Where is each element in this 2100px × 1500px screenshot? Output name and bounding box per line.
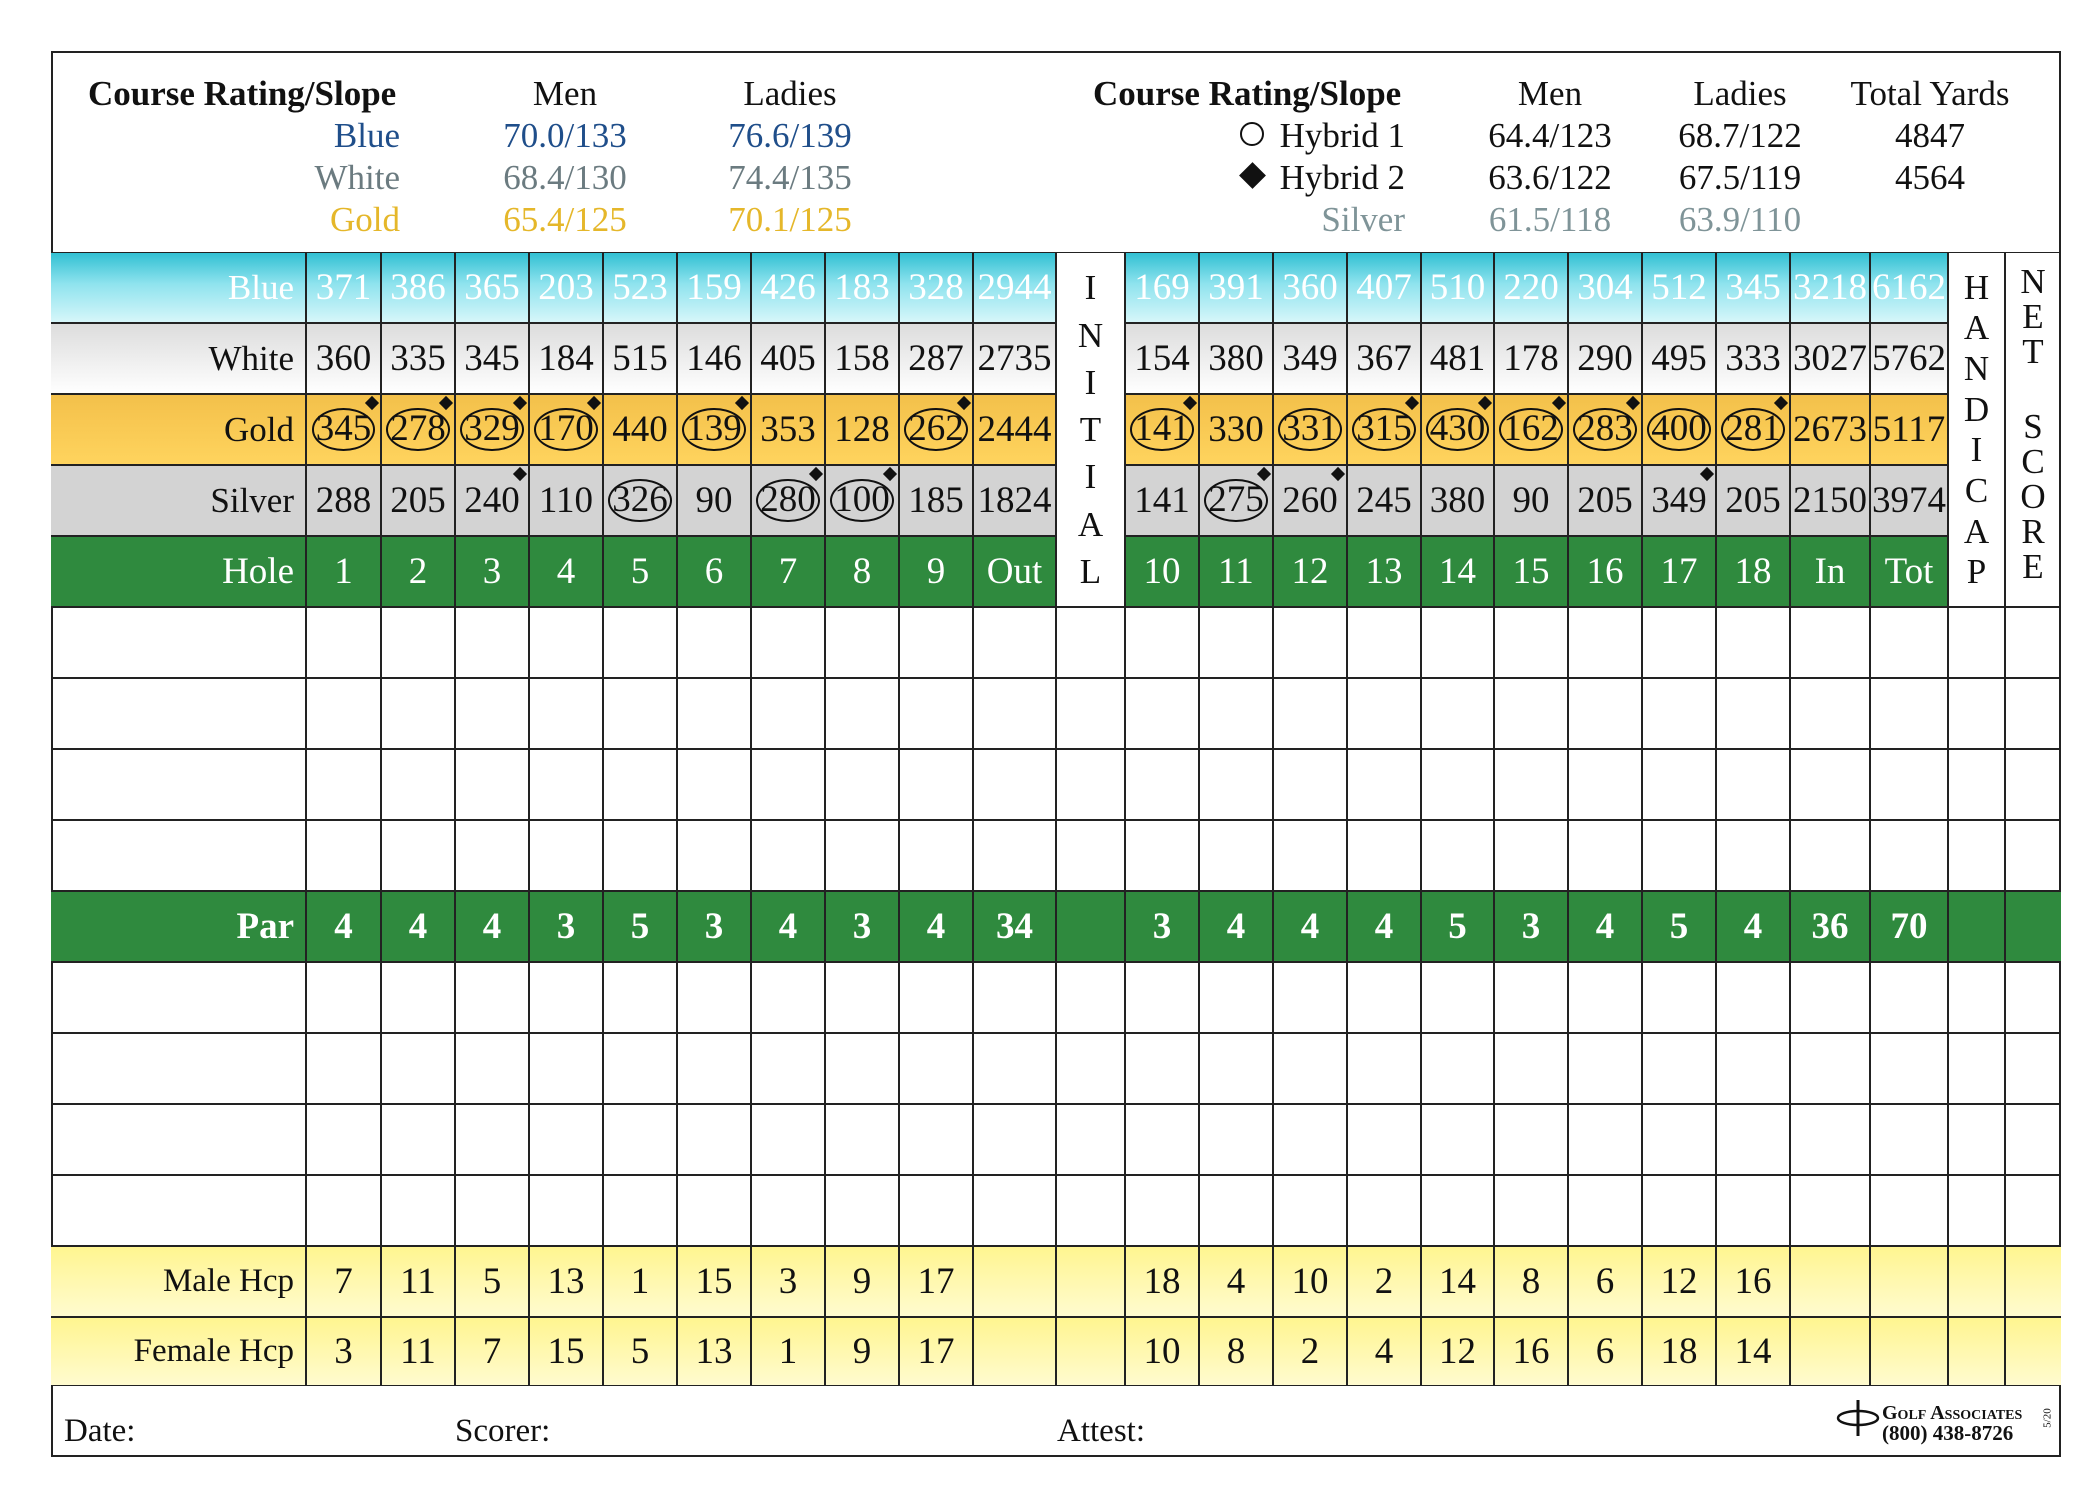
ratings-right-total-label: Total Yards <box>1850 74 2010 113</box>
yardage-value: 169 <box>1134 267 1190 308</box>
yardage-value: 426 <box>760 267 816 308</box>
yardage-value: 523 <box>612 267 668 308</box>
men-rating-silver: 61.5/118 <box>1488 200 1612 239</box>
hole-number: In <box>1814 551 1846 592</box>
ladies-rating-blue: 76.6/139 <box>728 116 852 155</box>
yardage-value: 360 <box>1282 267 1338 308</box>
par-value: 5 <box>630 906 650 947</box>
par-value: 4 <box>482 906 502 947</box>
handicap-label-letter: A <box>1963 511 1990 551</box>
yardage-value: 405 <box>760 338 816 379</box>
female-hcp-value: 15 <box>547 1331 585 1372</box>
yardage-value: 2150 <box>1793 480 1867 521</box>
total-yards-hybrid-1: 4847 <box>1895 116 1965 155</box>
hole-number: 17 <box>1660 551 1698 592</box>
yardage-value: 365 <box>464 267 520 308</box>
circled-yardage: 345 <box>312 408 376 451</box>
men-rating-hybrid-1: 64.4/123 <box>1488 116 1612 155</box>
female-hcp-label: Female Hcp <box>133 1333 294 1369</box>
ratings-right-title: Course Rating/Slope <box>1093 74 1402 113</box>
score-letter: E <box>2022 547 2044 586</box>
hole-number: 4 <box>556 551 576 592</box>
male-hcp-value: 8 <box>1521 1261 1541 1302</box>
yardage-value: 5117 <box>1872 409 1946 450</box>
hole-number: 10 <box>1143 551 1181 592</box>
hole-number: 12 <box>1291 551 1329 592</box>
par-value: 3 <box>556 906 576 947</box>
par-value: 4 <box>1226 906 1246 947</box>
brand-phone: (800) 438-8726 <box>1882 1421 2014 1445</box>
yardage-value: 349 <box>1282 338 1338 379</box>
male-hcp-value: 5 <box>482 1261 502 1302</box>
yardage-value: 205 <box>1577 480 1633 521</box>
male-hcp-value: 7 <box>334 1261 353 1302</box>
male-hcp-value: 11 <box>400 1261 436 1302</box>
yardage-value: 90 <box>695 480 733 521</box>
hole-number: 7 <box>778 551 798 592</box>
yardage-value: 141 <box>1134 480 1190 521</box>
par-value: 4 <box>926 906 946 947</box>
yardage-value: 407 <box>1356 267 1412 308</box>
par-value: 4 <box>408 906 428 947</box>
circled-yardage: 162 <box>1499 408 1563 451</box>
female-hcp-value: 13 <box>695 1331 733 1372</box>
circle-icon <box>1240 122 1264 146</box>
yardage-value: 328 <box>908 267 964 308</box>
yardage-value: 288 <box>315 480 372 521</box>
circled-yardage: 280 <box>756 479 820 522</box>
tee-label-hybrid-2: Hybrid 2 <box>1279 158 1405 197</box>
men-rating-white: 68.4/130 <box>503 158 627 197</box>
circled-yardage: 275 <box>1204 479 1268 522</box>
yardage-value: 386 <box>390 267 446 308</box>
female-hcp-value: 10 <box>1143 1331 1181 1372</box>
yardage-value: 290 <box>1577 338 1633 379</box>
male-hcp-value: 16 <box>1734 1261 1772 1302</box>
hole-number: 5 <box>630 551 650 592</box>
yardage-value: 380 <box>1208 338 1264 379</box>
female-hcp-value: 11 <box>400 1331 436 1372</box>
par-value: 34 <box>996 906 1033 947</box>
initial-label-letter: N <box>1077 315 1104 355</box>
male-hcp-value: 3 <box>778 1261 798 1302</box>
female-hcp-value: 8 <box>1226 1331 1246 1372</box>
par-value: 4 <box>1595 906 1615 947</box>
yardage-value: 349 <box>1651 480 1707 521</box>
par-value: 4 <box>778 906 798 947</box>
initial-label-letter: L <box>1079 551 1102 591</box>
yardage-value: 205 <box>1725 480 1781 521</box>
ratings-left-men-label: Men <box>532 74 598 113</box>
male-hcp-value: 13 <box>547 1261 585 1302</box>
hole-number: 15 <box>1512 551 1550 592</box>
yardage-value: 146 <box>686 338 742 379</box>
circled-yardage: 100 <box>830 479 894 522</box>
yardage-value: 371 <box>315 267 372 308</box>
hole-number: 6 <box>704 551 724 592</box>
yardage-value: 183 <box>834 267 890 308</box>
circled-yardage: 170 <box>534 408 598 451</box>
yardage-value: 184 <box>538 338 594 379</box>
male-hcp-value: 10 <box>1291 1261 1329 1302</box>
initial-label-letter: I <box>1084 268 1097 308</box>
net-letter: T <box>2022 332 2044 371</box>
female-hcp-value: 18 <box>1660 1331 1698 1372</box>
yardage-value: 128 <box>834 409 890 450</box>
circled-yardage: 430 <box>1426 408 1490 451</box>
male-hcp-value: 18 <box>1143 1261 1181 1302</box>
male-hcp-value: 2 <box>1374 1261 1394 1302</box>
men-rating-blue: 70.0/133 <box>503 116 627 155</box>
female-hcp-value: 7 <box>482 1331 502 1372</box>
initial-label-letter: A <box>1077 504 1104 544</box>
handicap-label-letter: N <box>1963 348 1990 388</box>
female-hcp-value: 6 <box>1595 1331 1615 1372</box>
female-hcp-value: 2 <box>1300 1331 1320 1372</box>
ladies-rating-hybrid-1: 68.7/122 <box>1678 116 1802 155</box>
male-hcp-value: 9 <box>852 1261 872 1302</box>
yardage-value: 2673 <box>1793 409 1867 450</box>
hole-number: 16 <box>1586 551 1624 592</box>
par-value: 3 <box>1521 906 1541 947</box>
circled-yardage: 400 <box>1647 408 1711 451</box>
yardage-value: 353 <box>760 409 816 450</box>
par-value: 5 <box>1448 906 1467 947</box>
scorer-label: Scorer: <box>455 1413 551 1449</box>
par-value: 3 <box>704 906 724 947</box>
circled-yardage: 283 <box>1573 408 1637 451</box>
yardage-value: 90 <box>1512 480 1550 521</box>
handicap-label-letter: P <box>1966 552 1987 592</box>
score-letter: O <box>2020 477 2046 516</box>
yardage-value: 360 <box>315 338 372 379</box>
par-value: 4 <box>1300 906 1320 947</box>
hole-number: 8 <box>852 551 872 592</box>
circled-yardage: 331 <box>1278 408 1342 451</box>
par-value: 4 <box>334 906 353 947</box>
male-hcp-value: 12 <box>1660 1261 1698 1302</box>
hole-number: 11 <box>1218 551 1254 592</box>
ladies-rating-gold: 70.1/125 <box>728 200 852 239</box>
tee-label-gold: Gold <box>330 200 400 239</box>
tee-row-label-gold: Gold <box>224 409 294 449</box>
male-hcp-value: 15 <box>695 1261 733 1302</box>
handicap-label-letter: C <box>1964 470 1989 510</box>
total-yards-hybrid-2: 4564 <box>1895 158 1965 197</box>
net-letter: N <box>2020 262 2046 301</box>
yardage-value: 512 <box>1651 267 1707 308</box>
female-hcp-value: 3 <box>334 1331 353 1372</box>
grid-lines <box>51 252 2061 1386</box>
yardage-value: 345 <box>1725 267 1781 308</box>
yardage-value: 481 <box>1429 338 1486 379</box>
yardage-value: 220 <box>1503 267 1559 308</box>
yardage-value: 205 <box>390 480 446 521</box>
yardage-value: 110 <box>538 480 594 521</box>
female-hcp-value: 1 <box>778 1331 798 1372</box>
circled-yardage: 315 <box>1352 408 1416 451</box>
circled-yardage: 262 <box>904 408 968 451</box>
score-letter: R <box>2021 512 2045 551</box>
par-row-label: Par <box>236 906 294 947</box>
yardage-value: 159 <box>686 267 742 308</box>
male-hcp-value: 6 <box>1595 1261 1615 1302</box>
male-hcp-value: 14 <box>1439 1261 1476 1302</box>
yardage-value: 333 <box>1725 338 1781 379</box>
male-hcp-label: Male Hcp <box>162 1263 294 1299</box>
net-letter: E <box>2022 297 2044 336</box>
golf-associates-logo-icon <box>1836 1398 1880 1438</box>
circled-yardage: 326 <box>608 479 672 522</box>
yardage-value: 245 <box>1356 480 1412 521</box>
men-rating-hybrid-2: 63.6/122 <box>1488 158 1612 197</box>
hole-number: 3 <box>482 551 502 592</box>
ratings-right-ladies-label: Ladies <box>1693 74 1787 113</box>
tee-row-label-silver: Silver <box>210 480 294 520</box>
yardage-value: 335 <box>390 338 446 379</box>
hole-number: 18 <box>1734 551 1772 592</box>
hole-number: Tot <box>1884 551 1934 592</box>
tee-label-hybrid-1: Hybrid 1 <box>1279 116 1405 155</box>
female-hcp-value: 4 <box>1374 1331 1394 1372</box>
yardage-value: 3218 <box>1793 267 1867 308</box>
yardage-value: 154 <box>1134 338 1190 379</box>
men-rating-gold: 65.4/125 <box>503 200 627 239</box>
par-value: 5 <box>1669 906 1689 947</box>
par-value: 4 <box>1743 906 1763 947</box>
tee-label-white: White <box>314 158 400 197</box>
yardage-value: 345 <box>464 338 520 379</box>
circled-yardage: 139 <box>682 408 746 451</box>
tee-row-label-white: White <box>208 338 294 378</box>
yardage-value: 203 <box>538 267 594 308</box>
circled-yardage: 329 <box>460 408 524 451</box>
yardage-value: 515 <box>612 338 668 379</box>
ratings-left-title: Course Rating/Slope <box>88 74 397 113</box>
yardage-value: 2944 <box>977 267 1052 308</box>
score-letter: S <box>2023 407 2043 446</box>
yardage-value: 380 <box>1429 480 1486 521</box>
yardage-value: 440 <box>612 409 668 450</box>
handicap-label-letter: H <box>1963 267 1990 307</box>
par-value: 3 <box>1152 906 1172 947</box>
circled-yardage: 278 <box>386 408 450 451</box>
yardage-value: 178 <box>1503 338 1559 379</box>
yardage-value: 330 <box>1208 409 1264 450</box>
yardage-value: 185 <box>908 480 964 521</box>
yardage-value: 287 <box>908 338 964 379</box>
female-hcp-value: 14 <box>1734 1331 1772 1372</box>
tee-label-silver: Silver <box>1321 200 1405 239</box>
male-hcp-value: 1 <box>630 1261 650 1302</box>
ratings-left-ladies-label: Ladies <box>743 74 837 113</box>
yardage-value: 3974 <box>1872 480 1946 521</box>
hole-number: Out <box>986 551 1043 592</box>
yardage-value: 367 <box>1356 338 1412 379</box>
par-value: 4 <box>1374 906 1394 947</box>
yardage-value: 2735 <box>977 338 1052 379</box>
attest-label: Attest: <box>1057 1413 1145 1449</box>
tee-label-blue: Blue <box>333 116 400 155</box>
score-letter: C <box>2021 442 2045 481</box>
yardage-value: 304 <box>1577 267 1633 308</box>
hole-number: 9 <box>926 551 946 592</box>
circled-yardage: 281 <box>1721 408 1785 451</box>
female-hcp-value: 16 <box>1512 1331 1550 1372</box>
handicap-label-letter: A <box>1963 308 1990 348</box>
brand-logo <box>1836 1398 1880 1443</box>
ratings-right-men-label: Men <box>1517 74 1583 113</box>
date-label: Date: <box>64 1413 136 1449</box>
yardage-value: 240 <box>464 480 520 521</box>
ladies-rating-silver: 63.9/110 <box>1678 200 1802 239</box>
yardage-value: 5762 <box>1872 338 1946 379</box>
yardage-value: 260 <box>1282 480 1338 521</box>
ladies-rating-hybrid-2: 67.5/119 <box>1678 158 1802 197</box>
par-value: 36 <box>1811 906 1849 947</box>
initial-label-letter: I <box>1084 457 1097 497</box>
yardage-value: 510 <box>1429 267 1486 308</box>
female-hcp-value: 17 <box>917 1331 955 1372</box>
yardage-value: 6162 <box>1872 267 1946 308</box>
circled-yardage: 141 <box>1130 408 1194 451</box>
yardage-value: 1824 <box>977 480 1052 521</box>
yardage-value: 391 <box>1208 267 1264 308</box>
yardage-value: 3027 <box>1793 338 1867 379</box>
hole-number: 2 <box>408 551 428 592</box>
initial-label-letter: I <box>1084 362 1097 402</box>
yardage-value: 2444 <box>977 409 1052 450</box>
ladies-rating-white: 74.4/135 <box>728 158 852 197</box>
par-value: 3 <box>852 906 872 947</box>
tee-row-label-blue: Blue <box>227 267 294 307</box>
yardage-value: 158 <box>834 338 890 379</box>
male-hcp-value: 17 <box>917 1261 955 1302</box>
par-value: 70 <box>1890 906 1928 947</box>
brand-code: 5/20 <box>2041 1408 2054 1428</box>
yardage-value: 495 <box>1651 338 1707 379</box>
male-hcp-value: 4 <box>1226 1261 1246 1302</box>
female-hcp-value: 5 <box>630 1331 650 1372</box>
hole-number: 1 <box>334 551 353 592</box>
brand-name: Golf Associates <box>1882 1402 2023 1424</box>
hole-number: 14 <box>1439 551 1476 592</box>
score-grid <box>51 252 2061 1386</box>
hole-row-label: Hole <box>222 551 294 592</box>
handicap-label-letter: I <box>1970 430 1983 470</box>
hole-number: 13 <box>1365 551 1403 592</box>
handicap-label-letter: D <box>1963 389 1990 429</box>
female-hcp-value: 9 <box>852 1331 872 1372</box>
initial-label-letter: T <box>1079 410 1102 449</box>
female-hcp-value: 12 <box>1439 1331 1476 1372</box>
